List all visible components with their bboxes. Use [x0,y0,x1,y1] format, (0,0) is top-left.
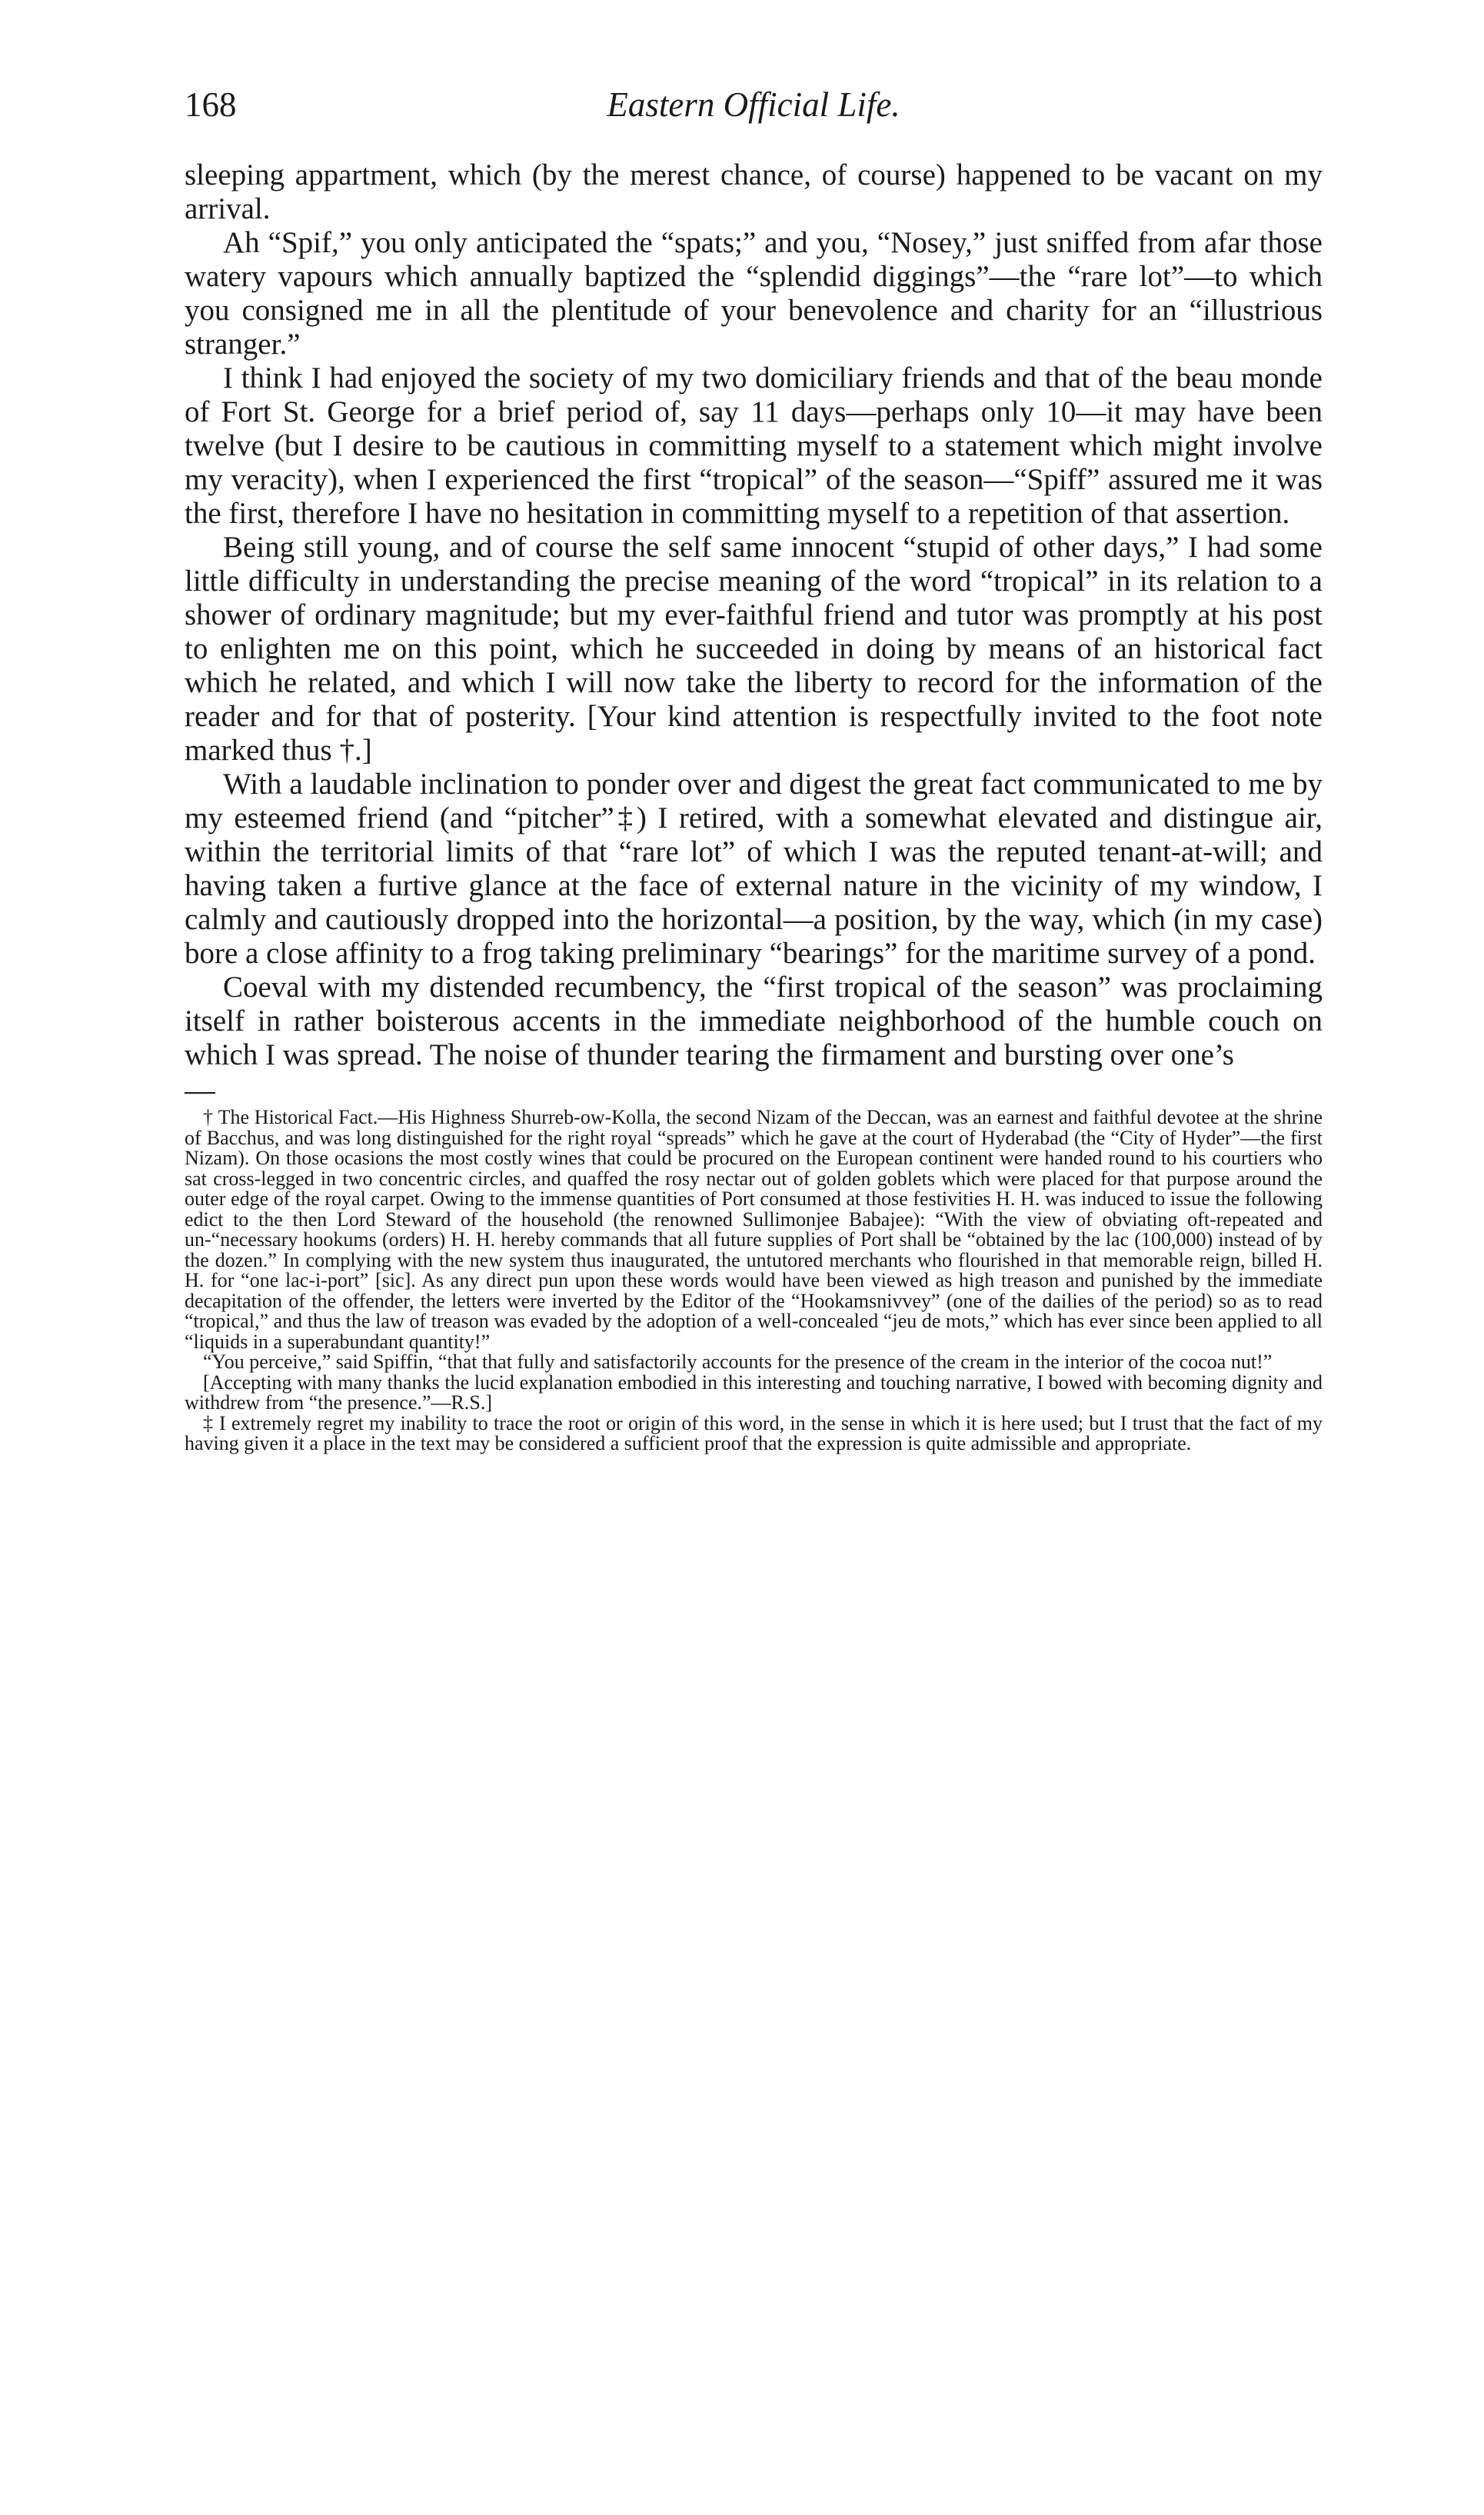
footnote-editor-note: [Accepting with many thanks the lucid explanation embodied in this interesting and touching narrative, I bowed with becoming dignity and withdrew from “the presence.”—R.S.] [185,1371,1323,1414]
paragraph-1: sleeping appartment, which (by the merest chance, of course) happened to be vacant on my arrival. [185,158,1323,225]
body-text [185,158,1323,1072]
footnote-rule [185,1092,215,1094]
page-number: 168 [185,85,237,124]
paragraph-6: Coeval with my distended recumbency, the “first tropical of the season” was proclaiming itself in rather boisterous accents in the immediate neighborhood of the humble couch on which I was spread. The noise of thunder tearing the firmament and bursting over one’s [185,971,1323,1071]
paragraph-2: Ah “Spif,” you only anticipated the “spats;” and you, “Nosey,” just sniffed from afar those watery vapours which annually baptized the “splendid diggings”—the “rare lot”—to which you consigned me in all the plentitude of your benevolence and charity for an “illustrious stranger.” [185,226,1323,361]
paragraph-3: I think I had enjoyed the society of my two domiciliary friends and that of the beau monde of Fort St. George for a brief period of, say 11 days—perhaps only 10—it may have been twelve (but I desire to be cautious in committing myself to a statement which might involve my veracity), when I experienced the first “tropical” of the season—“Spiff” assured me it was the first, therefore I have no hesitation in committing myself to a repetition of that assertion. [185,361,1323,530]
footnote-historical-fact: † The Historical Fact.—His Highness Shurreb-ow-Kolla, the second Nizam of the Deccan, was an earnest and faithful devotee at the shrine of Bacchus, and was long distinguished for the right royal “spreads” which he gave at the court of Hyderabad (the “City of Hyder”—the first Nizam). On those ocasions the most costly wines that could be procured on the European continent were handed round to his courtiers who sat cross-legged in two concentric circles, and quaffed the rosy nectar out of golden goblets which were placed for that purpose around the outer edge of the royal carpet. Owing to the immense quantities of Port consumed at those festivities H. H. was induced to issue the following edict to the then Lord Steward of the household (the renowned Sullimonjee Babajee): “With the view of obviating oft-repeated and un-“necessary hookums (orders) H. H. hereby commands that all future supplies of Port shall be “obtained by the lac (100,000) instead of by the dozen.” In complying with the new system thus inaugurated, the untutored merchants who flourished in that memorable reign, billed H. H. for “one lac-i-port” [sic]. As any direct pun upon these words would have been viewed as high treason and punished by the immediate decapitation of the offender, the letters were inverted by the Editor of the “Hookamsnivvey” (one of the dailies of the period) so as to read “tropical,” and thus the law of treason was evaded by the adoption of a well-concealed “jeu de mots,” which has ever since been applied to all “liquids in a superabundant quantity!” [185,1106,1323,1353]
footnotes [185,1108,1323,1454]
paragraph-4: Being still young, and of course the self same innocent “stupid of other days,” I had some little difficulty in understanding the precise meaning of the word “tropical” in its relation to a shower of ordinary magnitude; but my ever-faithful friend and tutor was promptly at his post to enlighten me on this point, which he succeeded in doing by means of an historical fact which he related, and which I will now take the liberty to record for the information of the reader and for that of posterity. [Your kind attention is respectfully invited to the foot note marked thus †.] [185,531,1323,767]
paragraph-5: With a laudable inclination to ponder over and digest the great fact communicated to me by my esteemed friend (and “pitcher”‡) I retired, with a somewhat elevated and distingue air, within the territorial limits of that “rare lot” of which I was the reputed tenant-at-will; and having taken a furtive glance at the face of external nature in the vicinity of my window, I calmly and cautiously dropped into the horizontal—a position, by the way, which (in my case) bore a close affinity to a frog taking preliminary “bearings” for the maritime survey of a pond. [185,768,1323,970]
footnote-spiffin-remark: “You perceive,” said Spiffin, “that that fully and satisfactorily accounts for the presence of the cream in the interior of the cocoa nut!” [203,1351,1273,1373]
running-head [185,85,1323,140]
running-title: Eastern Official Life. [607,85,900,124]
footnote-pitcher-note: ‡ I extremely regret my inability to trace the root or origin of this word, in the sense in which it is here used; but I trust that the fact of my having given it a place in the text may be considered a sufficient proof that the expression is quite admissible and appropriate. [185,1411,1323,1454]
